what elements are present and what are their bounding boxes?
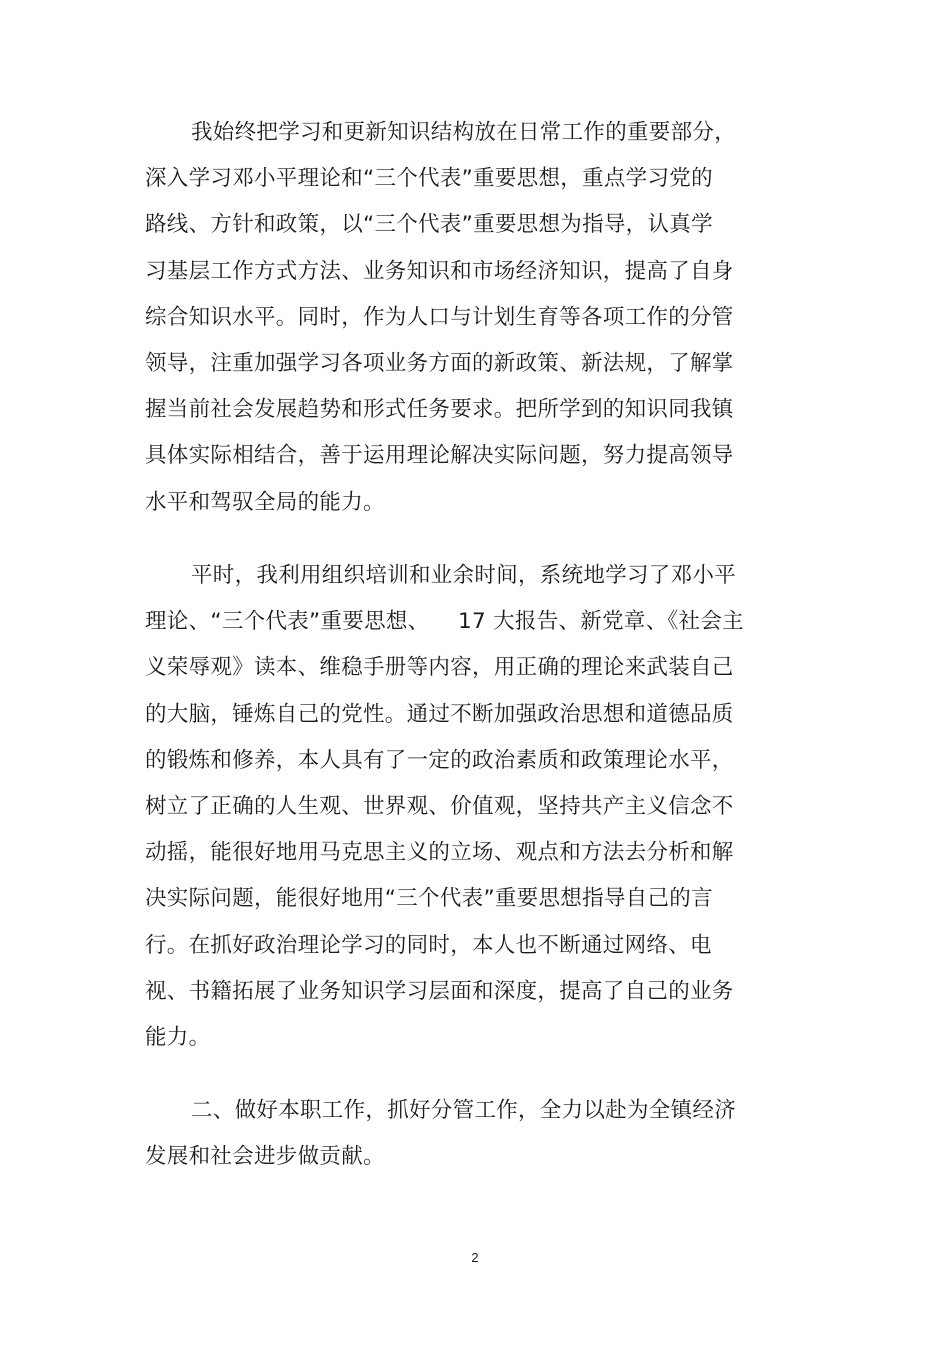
text-line: 树立了正确的人生观、世界观、价值观，坚持共产主义信念不 — [145, 793, 734, 819]
section-heading-two — [145, 1088, 785, 1180]
text-line: 综合知识水平。同时，作为人口与计划生育等各项工作的分管 — [145, 304, 734, 330]
text-line: 的锻炼和修养，本人具有了一定的政治素质和政策理论水平， — [145, 747, 734, 773]
text-line: 动摇，能很好地用马克思主义的立场、观点和方法去分析和解 — [145, 840, 734, 866]
text-line: 领导，注重加强学习各项业务方面的新政策、新法规，了解掌 — [145, 350, 734, 376]
text-line: 路线、方针和政策，以“三个代表”重要思想为指导，认真学 — [145, 212, 713, 238]
text-line: 平时，我利用组织培训和业余时间，系统地学习了邓小平 — [191, 563, 737, 588]
paragraph-political-study — [145, 553, 785, 1061]
text-line: 发展和社会进步做贡献。 — [145, 1144, 385, 1170]
text-line: 义荣辱观》读本、维稳手册等内容，用正确的理论来武装自己 — [145, 655, 734, 681]
text-line: 能力。 — [145, 1024, 211, 1050]
page-number: 2 — [471, 1250, 479, 1265]
text-line: 行。在抓好政治理论学习的同时，本人也不断通过网络、电 — [145, 932, 712, 958]
text-line: 我始终把学习和更新知识结构放在日常工作的重要部分， — [191, 120, 737, 145]
text-line: 习基层工作方式方法、业务知识和市场经济知识，提高了自身 — [145, 258, 734, 284]
text-line: 视、书籍拓展了业务知识学习层面和深度，提高了自己的业务 — [145, 978, 734, 1004]
text-line: 的大脑，锤炼自己的党性。通过不断加强政治思想和道德品质 — [145, 701, 734, 727]
text-line: 水平和驾驭全局的能力。 — [145, 489, 385, 515]
text-line: 决实际问题，能很好地用“三个代表”重要思想指导自己的言 — [145, 886, 713, 912]
text-line: 具体实际相结合，善于运用理论解决实际问题，努力提高领导 — [145, 443, 734, 469]
text-line: 握当前社会发展趋势和形式任务要求。把所学到的知识同我镇 — [145, 397, 734, 423]
text-line: 二、做好本职工作，抓好分管工作，全力以赴为全镇经济 — [191, 1098, 737, 1123]
text-line: 理论、“三个代表”重要思想、 17 大报告、新党章、《社会主 — [145, 609, 744, 635]
text-line: 深入学习邓小平理论和“三个代表”重要思想，重点学习党的 — [145, 166, 713, 192]
paragraph-study-knowledge — [145, 110, 785, 526]
